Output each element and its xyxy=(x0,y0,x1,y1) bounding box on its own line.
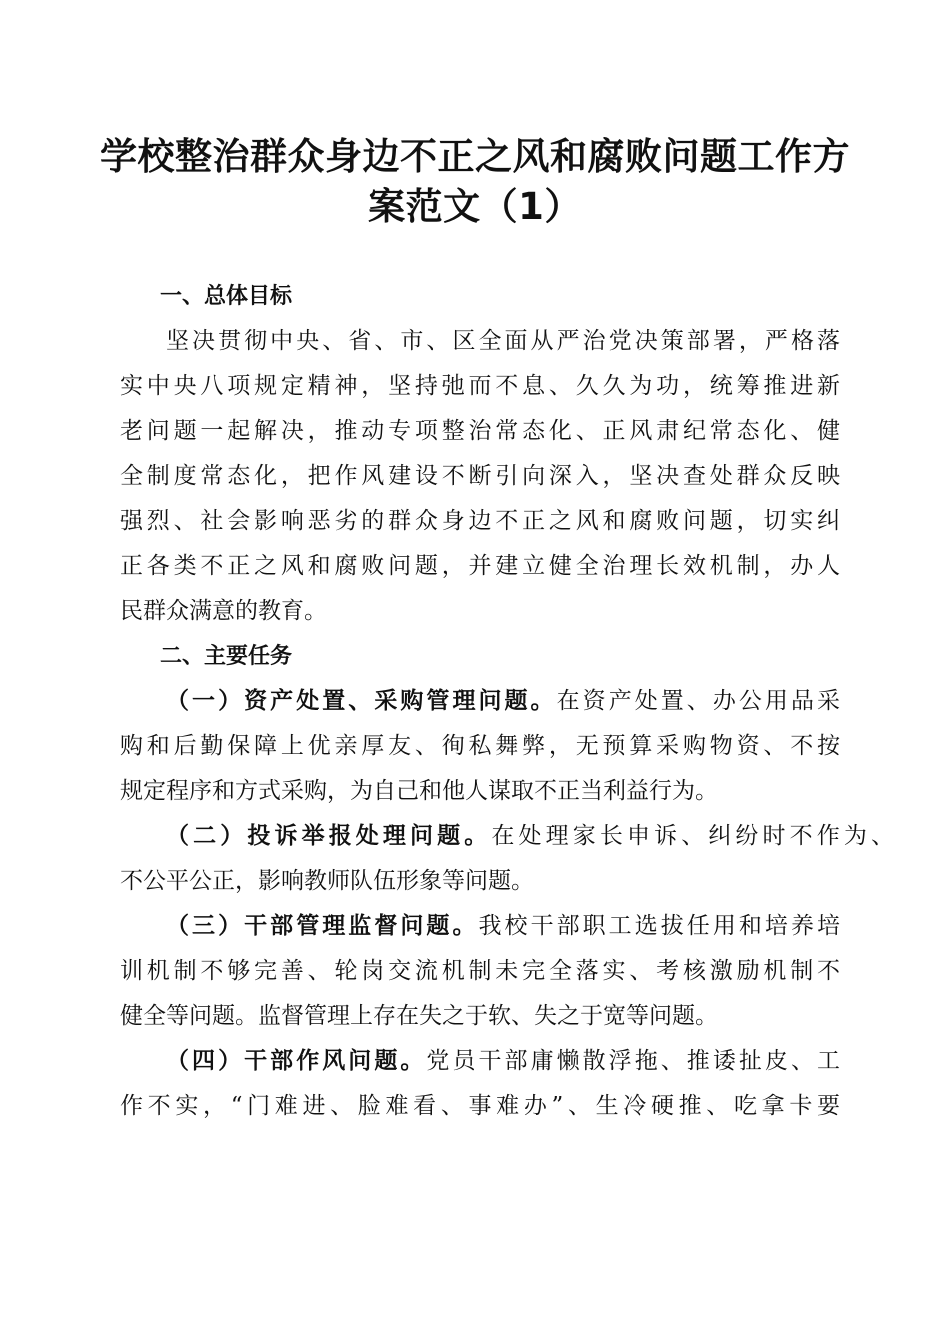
section-heading: 二、主要任务 xyxy=(160,644,293,669)
document-title xyxy=(100,132,850,232)
paragraph-lead: （一）资产处置、采购管理问题。 xyxy=(166,688,557,714)
text-line: 老问题一起解决，推动专项整治常态化、正风肃纪常态化、健 xyxy=(120,418,840,444)
text-line: 规定程序和方式采购，为自己和他人谋取不正当利益行为。 xyxy=(120,778,718,804)
paragraph xyxy=(120,679,840,814)
text-line xyxy=(120,679,840,724)
text-line: 强烈、社会影响恶劣的群众身边不正之风和腐败问题，切实纠 xyxy=(120,508,840,534)
text-line xyxy=(120,1039,840,1084)
paragraph xyxy=(120,1039,840,1129)
title-line: 案范文（1） xyxy=(368,185,582,228)
text-line: 实中央八项规定精神，坚持弛而不息、久久为功，统筹推进新 xyxy=(120,373,840,399)
text-line: 作不实，“门难进、脸难看、事难办”、生冷硬推、吃拿卡要 xyxy=(120,1093,840,1119)
text-line: 坚决贯彻中央、省、市、区全面从严治党决策部署，严格落 xyxy=(166,328,840,354)
text-line: 民群众满意的教育。 xyxy=(120,598,327,624)
text-line: 正各类不正之风和腐败问题，并建立健全治理长效机制，办人 xyxy=(120,553,840,579)
paragraph-lead: （二）投诉举报处理问题。 xyxy=(166,823,492,849)
text-line: 训机制不够完善、轮岗交流机制未完全落实、考核激励机制不 xyxy=(120,958,840,984)
text-line xyxy=(120,814,894,859)
section-heading: 一、总体目标 xyxy=(160,284,293,309)
text-line: 全制度常态化，把作风建设不断引向深入，坚决查处群众反映 xyxy=(120,463,840,489)
text-line: 健全等问题。监督管理上存在失之于软、失之于宽等问题。 xyxy=(120,1003,718,1029)
paragraph-text: 在处理家长申诉、纠纷时不作为、 xyxy=(491,823,895,849)
paragraph-lead: （三）干部管理监督问题。 xyxy=(166,913,479,939)
paragraph-text: 党员干部庸懒散浮拖、推诿扯皮、工 xyxy=(426,1048,841,1074)
text-line: 购和后勤保障上优亲厚友、徇私舞弊，无预算采购物资、不按 xyxy=(120,733,840,759)
text-line xyxy=(120,904,840,949)
paragraph xyxy=(120,904,840,1039)
paragraph xyxy=(120,814,895,904)
text-line: 不公平公正，影响教师队伍形象等问题。 xyxy=(120,868,534,894)
paragraph-text: 在资产处置、办公用品采 xyxy=(556,688,841,714)
paragraph-lead: （四）干部作风问题。 xyxy=(166,1048,427,1074)
paragraph xyxy=(120,319,840,634)
title-line: 学校整治群众身边不正之风和腐败问题工作方 xyxy=(100,135,850,178)
document-body xyxy=(120,274,895,1129)
paragraph-text: 我校干部职工选拔任用和培养培 xyxy=(478,913,841,939)
